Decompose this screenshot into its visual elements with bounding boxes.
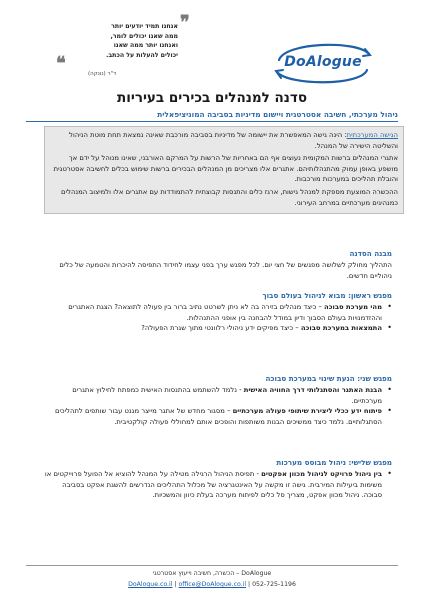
intro-label: הגישה המערכתית bbox=[346, 131, 398, 139]
list-item bbox=[40, 302, 392, 323]
intro-box bbox=[44, 126, 404, 214]
section-title: מפגש שלישי: ניהול מבוסס מערכות bbox=[276, 458, 392, 467]
subtitle-divider bbox=[26, 121, 398, 122]
section-title: מפגש שני: הנעת שינוי במערכת סבוכה bbox=[265, 374, 392, 383]
intro-paragraph bbox=[50, 130, 398, 151]
list-item-heading: מהי מערכת סבוכה bbox=[324, 303, 382, 312]
list-item-text: - תפיסת הניהול הרגילה מטילה על המנהל להוציא אל הפועל פרוייקטים או משימות ביעילות המירבית. גישה זו מקשה על האינטגרציה של מכלול התהליכים הנדרשים להשגת אפקט בסביבה סבוכה. ניהול מכוון אפקט, מצריך סל כלים לפיתוח מערכה בעלת כיוון והמשכיות. bbox=[44, 470, 382, 500]
page-subtitle: ניהול מערכתי, חשיבה אסטרטגית ויישום מדיניות בסביבה המוניציפאלית bbox=[157, 110, 398, 119]
list-item-text: - נלמד להשתמש בהתנסות האישית כמפתח לחילוץ אתגרים מערכתיים. bbox=[72, 386, 382, 405]
list-item bbox=[40, 406, 392, 427]
footer-email-link[interactable]: office@DoAlogue.co.il bbox=[178, 581, 247, 588]
meeting-3-section bbox=[40, 458, 392, 501]
list-item-text: – מסגור מחדש של אתגר מייצר מגנט עבור שותפים לתהליכים הסתגלותיים. נלמד כיצד ממשיכים הבנות משותפות והופכים אותם למחוללי פעולה קולקטיבית. bbox=[55, 407, 382, 426]
quote-open-icon: ❞ bbox=[180, 12, 190, 33]
section-title: מבנה הסדנה bbox=[349, 249, 392, 258]
footer-separator: | bbox=[174, 581, 179, 588]
header-quote bbox=[68, 22, 178, 60]
quote-close-icon: ❝ bbox=[56, 53, 66, 74]
quote-line: יכולים להעלות על הכתב. bbox=[106, 51, 178, 59]
intro-paragraph: ההכשרה המוצעת מספקת למנהל גישות, ארגז כלים והתנסות קבוצתית להתמודדות עם אתגרים אלו ולמיצוב המנהלים כמנהיגים מערכתיים במרחב העירוני. bbox=[61, 187, 398, 207]
footer-phone: 052-725-1196 bbox=[252, 581, 296, 588]
meeting-1-section bbox=[40, 291, 392, 334]
page-title: סדנה למנהלים בכירים בעיריות bbox=[117, 90, 307, 106]
list-item bbox=[40, 385, 392, 406]
quote-line: ואנחנו יותר ממה שאנו bbox=[113, 42, 178, 50]
doalogue-logo bbox=[265, 38, 381, 88]
list-item-heading: בין ניהול פרויקט לניהול מכוון אפקטים bbox=[261, 470, 382, 479]
list-item bbox=[40, 469, 392, 500]
quote-author: ד"ר (נונקה) bbox=[88, 71, 117, 77]
footer-divider bbox=[26, 565, 398, 566]
list-item bbox=[40, 323, 392, 333]
footer-contact bbox=[26, 581, 398, 588]
list-item-heading: הבנת האתגר והסתגלותי דרך החוויה האישית bbox=[243, 386, 382, 395]
intro-text: : הינה גישה המאפשרת את יישומה של מדיניות בסביבה מורכבת שאינה נמצאת תחת מוטת הניהול והשליטה הישירה של המנהל. bbox=[69, 131, 398, 150]
footer-tagline: DoAlogue – הכשרה, חשיבה וייעוץ אסטרטגי bbox=[152, 570, 272, 577]
list-item-text: – כיצד מפיקים ידע ניהולי רלוונטי מתוך שגרת הפעולה? bbox=[141, 324, 301, 333]
logo-text: DoAlogue bbox=[284, 54, 362, 70]
section-title: מפגש ראשון: מבוא לניהול בעולם סבוך bbox=[262, 291, 392, 300]
meeting-2-section bbox=[40, 374, 392, 427]
quote-line: ממה שאנו יכולים לומר, bbox=[110, 32, 178, 40]
footer-website-link[interactable]: DoAlogue.co.il bbox=[128, 581, 173, 588]
footer-separator: | bbox=[246, 581, 251, 588]
section-text: התהליך מחולק לשלושה מפגשים של חצי יום. לכל מפגש ערך בפני עצמו לחידוד התפיסה להיכרות והטמעה של כלים ניהוליים חדשים. bbox=[59, 261, 392, 280]
list-item-heading: פיתוח ידע ככלי ליצירת שיתופי פעולה מערכתיים bbox=[232, 407, 382, 416]
list-item-heading: התמצאות במערכת סבוכה bbox=[300, 324, 382, 333]
quote-line: אנחנו תמיד יודעים יותר bbox=[111, 23, 178, 30]
structure-section bbox=[40, 249, 392, 281]
list-item-text: – כיצד מנהלים בזירה בה לא ניתן לשרטט נתיב ברור בין פעולה לתוצאה? הצגת האתגרים וההזדמנויות בעולם הסבוך ודיון במודל להבחנה בין אופני ההתנהלות. bbox=[68, 303, 382, 322]
intro-paragraph: אתגרי המנהלים ברשות המקומית נעוצים אף הם באחריות של הרשות על המרקם האורבני, שאינו מנוהל על ידם אך מושפע באופן עמוק מהתנהלותיהם. אתגרים אלו מצריכים מן המנהלים הבכירים ברשות שימוש בכלים לחשיבה אסטרטגית והובלת תהליכים במערכות מורכבות. bbox=[53, 154, 398, 184]
